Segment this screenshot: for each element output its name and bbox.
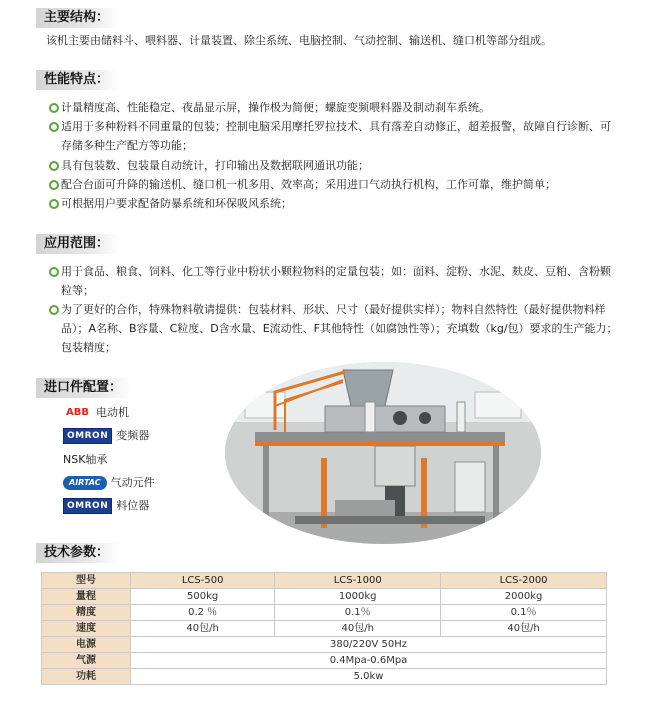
table-cell: 40包/h [275, 621, 441, 637]
section-title-structure: 主要结构： [36, 8, 119, 28]
table-cell: 40包/h [441, 621, 607, 637]
component-item [63, 475, 155, 491]
component-item [63, 405, 129, 421]
row-label: 功耗 [42, 669, 131, 685]
application-item: 用于食品、粮食、饲料、化工等行业中粉状小颗粒物料的定量包装；如：面料、淀粉、水泥、麸皮、豆粕、含粉颗粒等； [50, 262, 620, 300]
table-cell: 380/220V 50Hz [131, 637, 607, 653]
bullet-icon [49, 180, 59, 190]
component-label: NSK轴承 [63, 453, 108, 466]
machine-illustration [225, 362, 541, 544]
table-row [42, 637, 607, 653]
application-item: 为了更好的合作，特殊物料敬请提供：包装材料、形状、尺寸（最好提供实样）；物料自然特性（最好提供物料样品）；A名称、B容量、C粒度、D含水量、E流动性、F其他特性（如腐蚀性等）；充填数（kg/包）要求的生产能力；包装精度； [50, 300, 620, 357]
row-label: 电源 [42, 637, 131, 653]
component-label: 料位器 [116, 499, 150, 512]
table-cell: 2000kg [441, 589, 607, 605]
table-cell: 1000kg [275, 589, 441, 605]
omron-logo: OMRON [63, 498, 112, 514]
row-label: 量程 [42, 589, 131, 605]
table-cell: 0.1％ [275, 605, 441, 621]
table-header-cell: LCS-500 [131, 573, 275, 589]
section-title-applications: 应用范围： [36, 234, 119, 254]
row-label: 气源 [42, 653, 131, 669]
bullet-icon [49, 122, 59, 132]
component-item [63, 452, 107, 468]
section-title-components: 进口件配置： [36, 378, 132, 398]
table-header-cell: LCS-1000 [275, 573, 441, 589]
table-row [42, 653, 607, 669]
feature-item: 计量精度高、性能稳定、夜晶显示屏，操作极为简便；螺旋变频喂料器及制动刹车系统。 [50, 98, 620, 117]
row-label: 精度 [42, 605, 131, 621]
table-cell: 5.0kw [131, 669, 607, 685]
feature-item: 可根据用户要求配备防暴系统和环保吸风系统； [50, 194, 620, 213]
bullet-icon [49, 199, 59, 209]
table-header-cell: LCS-2000 [441, 573, 607, 589]
machine-photo [225, 362, 541, 544]
component-item [63, 498, 149, 514]
bullet-icon [49, 267, 59, 277]
airtac-logo: AIRTAC [63, 476, 107, 490]
table-cell: 0.2 ％ [131, 605, 275, 621]
table-row [42, 605, 607, 621]
component-label: 气动元件 [110, 476, 155, 489]
table-header-row [42, 573, 607, 589]
bullet-icon [49, 103, 59, 113]
section-title-specs: 技术参数： [36, 543, 119, 563]
table-cell: 500kg [131, 589, 275, 605]
feature-item: 配合台面可升降的输送机、缝口机一机多用、效率高；采用进口气动执行机构，工作可靠，维护简单； [50, 175, 620, 194]
component-item [63, 428, 149, 444]
component-label: 电动机 [95, 406, 129, 419]
table-row [42, 669, 607, 685]
table-cell: 0.1％ [441, 605, 607, 621]
table-cell: 40包/h [131, 621, 275, 637]
table-row [42, 589, 607, 605]
bullet-icon [49, 305, 59, 315]
section-title-features: 性能特点： [36, 70, 119, 90]
component-label: 变频器 [116, 429, 150, 442]
table-header-cell: 型号 [42, 573, 131, 589]
structure-text: 该机主要由储料斗、喂料器、计量装置、除尘系统、电脑控制、气动控制、输送机、缝口机等部分组成。 [46, 34, 552, 47]
table-row [42, 621, 607, 637]
table-cell: 0.4Mpa-0.6Mpa [131, 653, 607, 669]
abb-logo: ABB [66, 407, 89, 418]
omron-logo: OMRON [63, 428, 112, 444]
feature-item: 适用于多种粉料不同重量的包装；控制电脑采用摩托罗拉技术、具有落差自动修正，超差报警，故障自行诊断、可存储多种生产配方等功能； [50, 117, 620, 155]
spec-table [41, 572, 607, 685]
bullet-icon [49, 161, 59, 171]
row-label: 速度 [42, 621, 131, 637]
feature-item: 具有包装数、包装量自动统计，打印输出及数据联网通讯功能； [50, 156, 620, 175]
